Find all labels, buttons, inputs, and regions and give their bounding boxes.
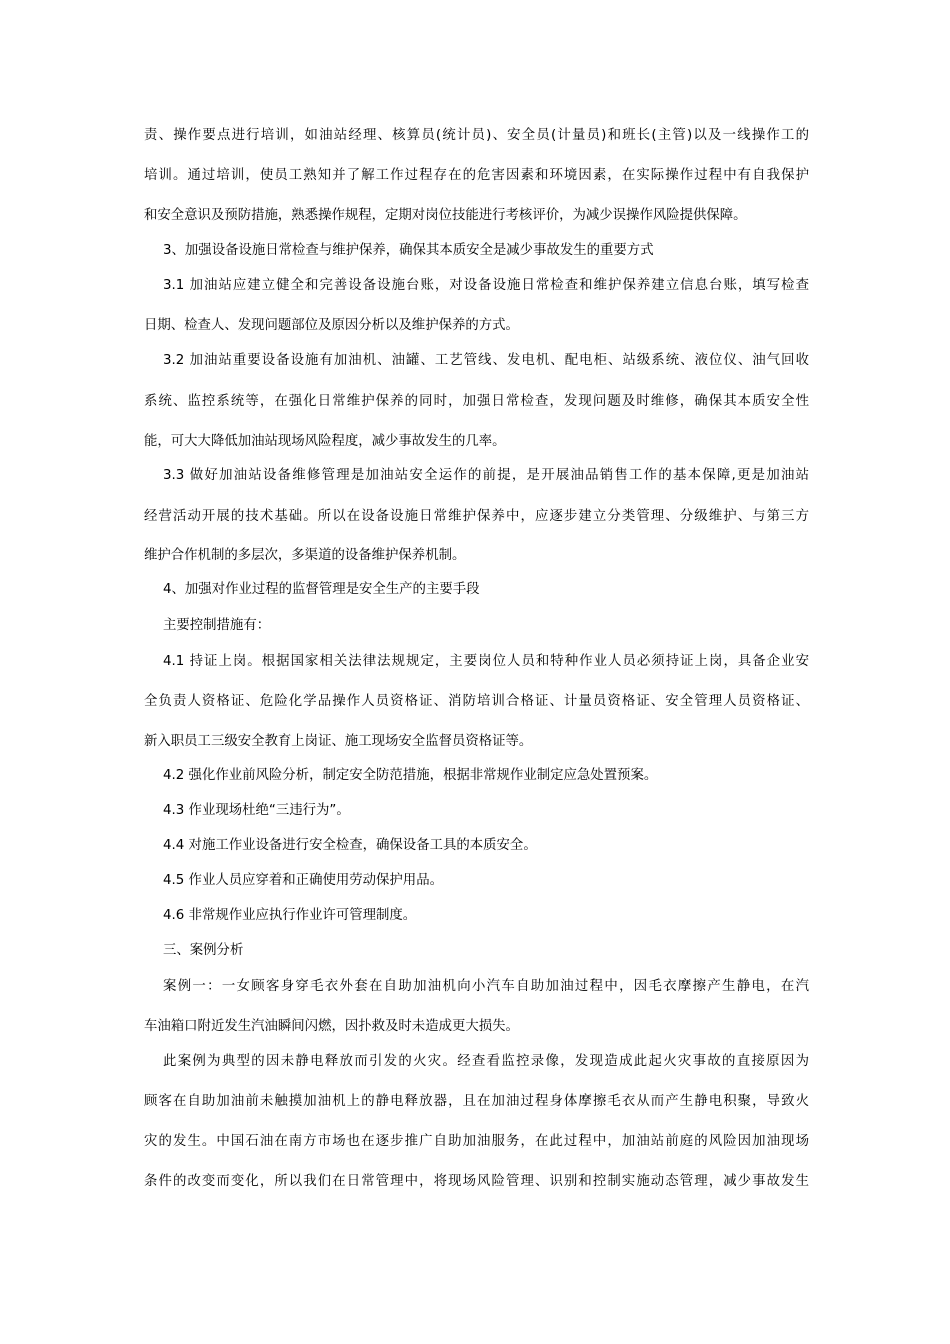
- section-heading-4: 4、加强对作业过程的监督管理是安全生产的主要手段: [163, 582, 480, 597]
- text-line: 经营活动开展的技术基础。所以在设备设施日常维护保养中，应逐步建立分类管理、分级维护、与第三方: [144, 509, 809, 524]
- text-line: 责、操作要点进行培训，如油站经理、核算员(统计员)、安全员(计量员)和班长(主管)以及一线操作工的: [144, 128, 809, 143]
- text-line: 能，可大大降低加油站现场风险程度，减少事故发生的几率。: [144, 434, 506, 449]
- section-heading-3: 3、加强设备设施日常检查与维护保养，确保其本质安全是减少事故发生的重要方式: [163, 243, 654, 258]
- text-line: 维护合作机制的多层次，多渠道的设备维护保养机制。: [144, 548, 466, 563]
- text-line: 全负责人资格证、危险化学品操作人员资格证、消防培训合格证、计量员资格证、安全管理人员资格证、: [144, 694, 809, 709]
- text-line: 4.4 对施工作业设备进行安全检查，确保设备工具的本质安全。: [163, 838, 537, 853]
- text-line: 4.1 持证上岗。根据国家相关法律法规规定，主要岗位人员和特种作业人员必须持证上岗，具备企业安: [163, 654, 809, 669]
- text-line: 车油箱口附近发生汽油瞬间闪燃，因扑救及时未造成更大损失。: [144, 1019, 519, 1034]
- text-line: 灾的发生。中国石油在南方市场也在逐步推广自助加油服务，在此过程中，加油站前庭的风险因加油现场: [144, 1134, 809, 1149]
- text-line: 3.1 加油站应建立健全和完善设备设施台账，对设备设施日常检查和维护保养建立信息台账，填写检查: [163, 278, 809, 293]
- text-line: 4.6 非常规作业应执行作业许可管理制度。: [163, 908, 417, 923]
- text-line: 案例一：一女顾客身穿毛衣外套在自助加油机向小汽车自助加油过程中，因毛衣摩擦产生静电，在汽: [163, 979, 809, 994]
- text-line: 顾客在自助加油前未触摸加油机上的静电释放器，且在加油过程身体摩擦毛衣从而产生静电积聚，导致火: [144, 1094, 809, 1109]
- text-line: 条件的改变而变化，所以我们在日常管理中，将现场风险管理、识别和控制实施动态管理，减少事故发生: [144, 1174, 809, 1189]
- section-heading-case-analysis: 三、案例分析: [163, 943, 244, 958]
- text-line: 培训。通过培训，使员工熟知并了解工作过程存在的危害因素和环境因素，在实际操作过程中有自我保护: [144, 168, 809, 183]
- text-line: 和安全意识及预防措施，熟悉操作规程，定期对岗位技能进行考核评价，为减少误操作风险提供保障。: [144, 208, 747, 223]
- text-line: 3.2 加油站重要设备设施有加油机、油罐、工艺管线、发电机、配电柜、站级系统、液位仪、油气回收: [163, 353, 809, 368]
- text-line: 主要控制措施有：: [163, 618, 271, 633]
- text-line: 4.5 作业人员应穿着和正确使用劳动保护用品。: [163, 873, 443, 888]
- text-line: 3.3 做好加油站设备维修管理是加油站安全运作的前提，是开展油品销售工作的基本保障,更是加油站: [163, 468, 809, 483]
- text-line: 4.3 作业现场杜绝“三违行为”。: [163, 803, 350, 818]
- text-line: 新入职员工三级安全教育上岗证、施工现场安全监督员资格证等。: [144, 734, 533, 749]
- text-line: 此案例为典型的因未静电释放而引发的火灾。经查看监控录像，发现造成此起火灾事故的直接原因为: [163, 1054, 809, 1069]
- text-line: 日期、检查人、发现问题部位及原因分析以及维护保养的方式。: [144, 318, 519, 333]
- text-line: 系统、监控系统等，在强化日常维护保养的同时，加强日常检查，发现问题及时维修，确保其本质安全性: [144, 394, 809, 409]
- text-line: 4.2 强化作业前风险分析，制定安全防范措施，根据非常规作业制定应急处置预案。: [163, 768, 658, 783]
